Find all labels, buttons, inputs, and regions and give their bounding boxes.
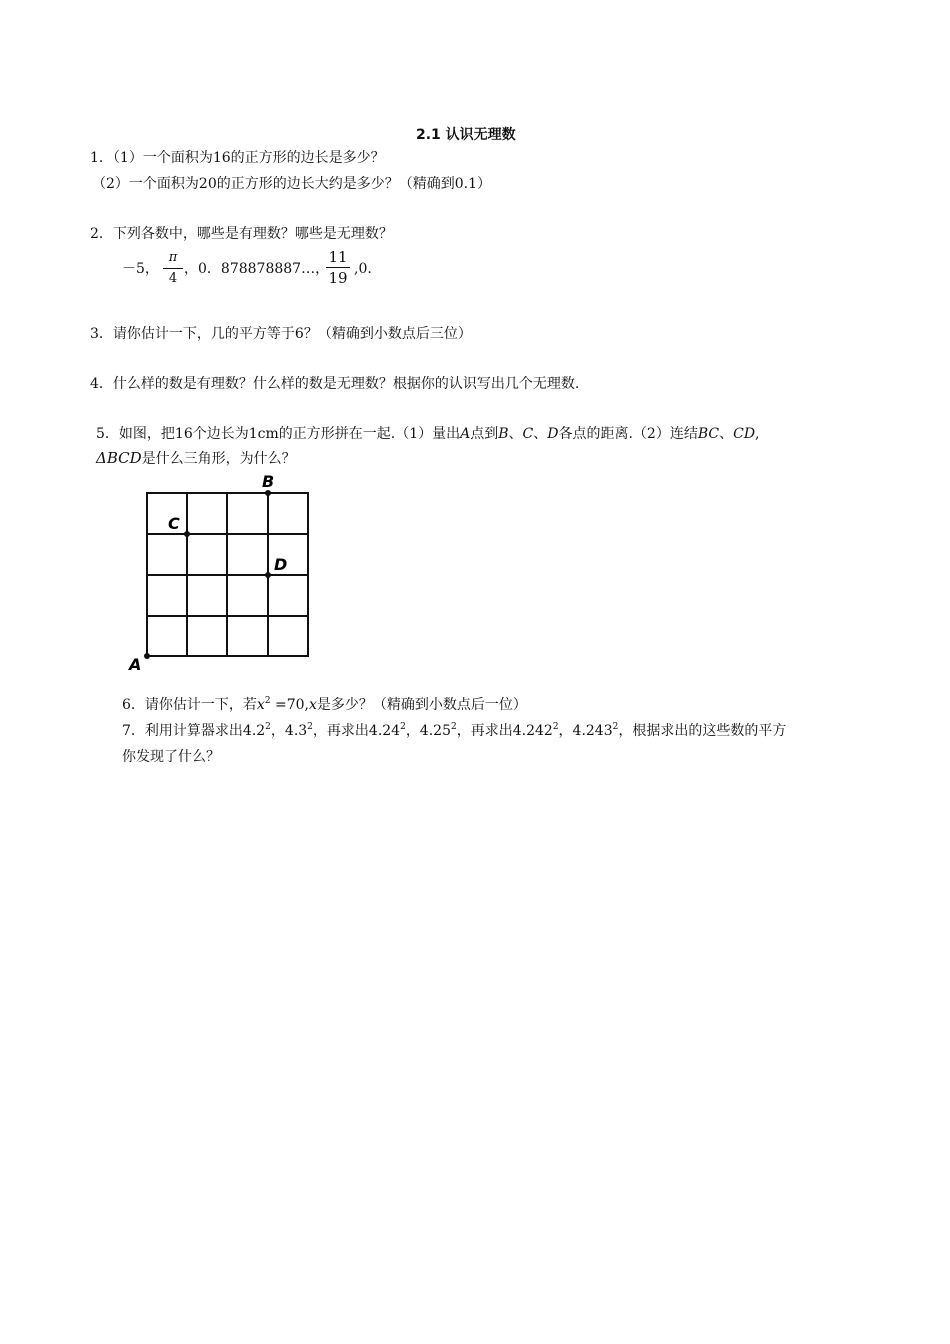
question-2: 2．下列各数中，哪些是有理数？哪些是无理数？	[90, 226, 393, 242]
number-zero: ,0.	[354, 261, 372, 277]
question-3: 3．请你估计一下，几的平方等于6？（精确到小数点后三位）	[90, 326, 472, 342]
label-d: D	[274, 555, 288, 574]
label-b: B	[262, 472, 275, 491]
label-a: A	[129, 655, 142, 670]
question-5-line-2: ΔBCD是什么三角形，为什么？	[96, 449, 296, 467]
number-neg-five: －5，	[122, 261, 159, 277]
point-c	[184, 531, 190, 537]
page-title: 2.1 认识无理数	[416, 127, 516, 143]
question-1-part-2: （2）一个面积为20的正方形的边长大约是多少？（精确到0.1）	[92, 176, 491, 192]
question-6: 6．请你估计一下，若$x^2 =70,x$是多少？（精确到小数点后一位）	[122, 696, 527, 713]
grid-figure	[125, 470, 325, 670]
fraction-11-over-19	[326, 249, 350, 286]
question-7-line-1: 7．利用计算器求出$4.2^2$，$4.3^2$，再求出4.24$^2$，4.25$^2$，再求出4.242$^2$，4.243$^2$，根据求出的这些数的平方	[122, 722, 787, 739]
question-4: 4．什么样的数是有理数？什么样的数是无理数？根据你的认识写出几个无理数.	[90, 376, 580, 392]
question-5-line-1: 5．如图，把16个边长为1cm的正方形拼在一起.（1）量出A点到B、C、D各点的距离.（2）连结BC、CD,	[96, 426, 760, 442]
fraction-bar	[326, 267, 350, 268]
question-7-line-2: 你发现了什么？	[122, 749, 220, 765]
fraction-pi-over-4	[163, 250, 183, 287]
fraction-numerator: 11	[328, 248, 348, 266]
number-repeating-decimal: ，0．878878887…，	[184, 261, 330, 277]
triangle-bcd: ΔBCD	[96, 449, 142, 467]
fraction-bar	[163, 268, 183, 269]
question-2-numbers	[122, 259, 159, 279]
question-1-part-1: 1．（1）一个面积为16的正方形的边长是多少？	[90, 150, 385, 166]
point-d	[265, 572, 271, 578]
fraction-numerator: π	[168, 250, 178, 265]
point-a	[144, 653, 150, 659]
label-c: C	[168, 514, 180, 533]
fraction-denominator: 4	[168, 271, 178, 286]
fraction-denominator: 19	[328, 269, 348, 287]
